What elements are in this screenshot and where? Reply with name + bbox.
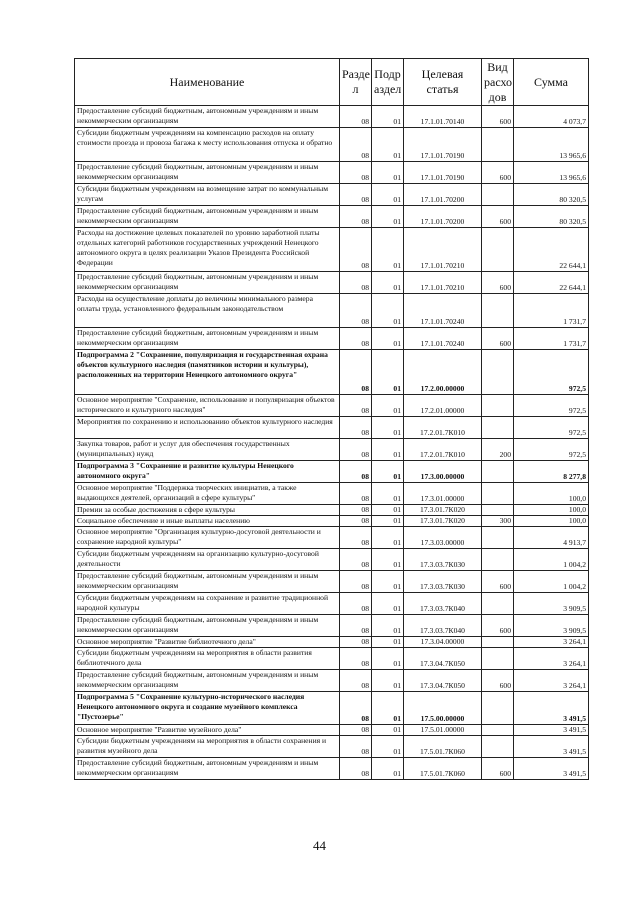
cell-subsection: 01 [372,162,404,184]
cell-subsection: 01 [372,350,404,395]
table-row [75,439,589,461]
cell-sum: 3 491,5 [514,758,589,780]
cell-target: 17.1.01.70210 [404,228,482,272]
cell-expense-type [482,294,514,328]
cell-name: Подпрограмма 3 "Сохранение и развитие культуры Ненецкого автономного округа" [75,461,340,483]
cell-section: 08 [340,692,372,725]
table-row [75,483,589,505]
cell-sum: 3 491,5 [514,692,589,725]
cell-target: 17.5.01.7К060 [404,736,482,758]
cell-section: 08 [340,615,372,637]
cell-subsection: 01 [372,758,404,780]
cell-name: Предоставление субсидий бюджетным, автономным учреждениям и иным некоммерческим организациям [75,162,340,184]
header-target: Целевая статья [404,59,482,106]
cell-expense-type [482,395,514,417]
cell-expense-type [482,549,514,571]
cell-name: Предоставление субсидий бюджетным, автономным учреждениям и иным некоммерческим организациям [75,328,340,350]
cell-subsection: 01 [372,549,404,571]
table-row [75,637,589,648]
cell-sum: 3 264,1 [514,637,589,648]
cell-target: 17.1.01.70210 [404,272,482,294]
cell-name: Предоставление субсидий бюджетным, автономным учреждениям и иным некоммерческим организациям [75,758,340,780]
cell-sum: 22 644,1 [514,272,589,294]
cell-subsection: 01 [372,725,404,736]
table-row [75,725,589,736]
cell-section: 08 [340,593,372,615]
cell-expense-type: 600 [482,670,514,692]
cell-section: 08 [340,461,372,483]
cell-section: 08 [340,272,372,294]
cell-sum: 972,5 [514,417,589,439]
cell-section: 08 [340,725,372,736]
cell-name: Предоставление субсидий бюджетным, автономным учреждениям и иным некоммерческим организациям [75,670,340,692]
cell-target: 17.1.01.70140 [404,106,482,128]
cell-sum: 8 277,8 [514,461,589,483]
header-expense-type: Вид расхо дов [482,59,514,106]
cell-expense-type: 600 [482,615,514,637]
cell-name: Подпрограмма 2 "Сохранение, популяризация и государственная охрана объектов культурного наследия (памятников истории и культуры), расположенных на территории Ненецкого автономного округа" [75,350,340,395]
cell-expense-type: 600 [482,571,514,593]
cell-expense-type: 600 [482,758,514,780]
cell-name: Социальное обеспечение и иные выплаты населению [75,516,340,527]
cell-target: 17.5.00.00000 [404,692,482,725]
cell-section: 08 [340,417,372,439]
cell-name: Мероприятия по сохранению и использованию объектов культурного наследия [75,417,340,439]
cell-sum: 22 644,1 [514,228,589,272]
table-row [75,736,589,758]
table-row [75,294,589,328]
table-row [75,692,589,725]
cell-name: Основное мероприятие "Развитие библиотечного дела" [75,637,340,648]
cell-sum: 972,5 [514,439,589,461]
cell-section: 08 [340,350,372,395]
cell-subsection: 01 [372,228,404,272]
cell-name: Субсидии бюджетным учреждениям на возмещение затрат по коммунальным услугам [75,184,340,206]
header-name: Наименование [75,59,340,106]
cell-sum: 4 073,7 [514,106,589,128]
table-row [75,328,589,350]
cell-name: Предоставление субсидий бюджетным, автономным учреждениям и иным некоммерческим организациям [75,272,340,294]
cell-name: Расходы на осуществление доплаты до величины минимального размера оплаты труда, установленного федеральным законодательством [75,294,340,328]
page-number: 44 [313,838,326,853]
cell-target: 17.3.03.7К030 [404,571,482,593]
cell-expense-type [482,128,514,162]
cell-section: 08 [340,758,372,780]
cell-sum: 3 491,5 [514,725,589,736]
cell-subsection: 01 [372,736,404,758]
cell-target: 17.3.01.7К020 [404,505,482,516]
cell-expense-type [482,736,514,758]
table-row [75,162,589,184]
cell-sum: 80 320,5 [514,206,589,228]
cell-name: Основное мероприятие "Сохранение, использование и популяризация объектов исторического и культурного наследия" [75,395,340,417]
cell-target: 17.3.01.7К020 [404,516,482,527]
table-row [75,571,589,593]
cell-target: 17.1.01.70200 [404,206,482,228]
table-row [75,128,589,162]
table-row [75,758,589,780]
cell-section: 08 [340,483,372,505]
cell-subsection: 01 [372,106,404,128]
cell-sum: 100,0 [514,505,589,516]
cell-expense-type [482,350,514,395]
cell-sum: 3 264,1 [514,648,589,670]
cell-target: 17.2.01.00000 [404,395,482,417]
cell-name: Предоставление субсидий бюджетным, автономным учреждениям и иным некоммерческим организациям [75,106,340,128]
cell-expense-type: 600 [482,106,514,128]
cell-name: Основное мероприятие "Организация культурно-досуговой деятельности и сохранение народной культуры" [75,527,340,549]
cell-sum: 3 909,5 [514,615,589,637]
cell-section: 08 [340,106,372,128]
cell-target: 17.3.01.00000 [404,483,482,505]
cell-section: 08 [340,516,372,527]
cell-expense-type [482,648,514,670]
cell-section: 08 [340,527,372,549]
cell-expense-type [482,228,514,272]
cell-expense-type [482,417,514,439]
cell-sum: 972,5 [514,350,589,395]
cell-section: 08 [340,648,372,670]
cell-expense-type [482,505,514,516]
cell-sum: 1 731,7 [514,294,589,328]
cell-target: 17.3.03.00000 [404,527,482,549]
cell-subsection: 01 [372,648,404,670]
cell-target: 17.2.01.7К010 [404,439,482,461]
table-row [75,106,589,128]
table-row [75,272,589,294]
cell-expense-type [482,483,514,505]
cell-expense-type [482,184,514,206]
cell-expense-type: 200 [482,439,514,461]
cell-subsection: 01 [372,527,404,549]
header-section: Разде л [340,59,372,106]
cell-sum: 80 320,5 [514,184,589,206]
table-row [75,461,589,483]
cell-target: 17.5.01.7К060 [404,758,482,780]
cell-subsection: 01 [372,692,404,725]
cell-target: 17.3.03.7К030 [404,549,482,571]
cell-target: 17.1.01.70240 [404,294,482,328]
cell-section: 08 [340,736,372,758]
cell-subsection: 01 [372,516,404,527]
cell-name: Субсидии бюджетным учреждениям на сохранение и развитие традиционной народной культуры [75,593,340,615]
cell-name: Предоставление субсидий бюджетным, автономным учреждениям и иным некоммерческим организациям [75,206,340,228]
cell-subsection: 01 [372,593,404,615]
cell-subsection: 01 [372,637,404,648]
table-row [75,670,589,692]
cell-name: Закупка товаров, работ и услуг для обеспечения государственных (муниципальных) нужд [75,439,340,461]
cell-section: 08 [340,670,372,692]
cell-section: 08 [340,294,372,328]
table-row [75,228,589,272]
cell-subsection: 01 [372,505,404,516]
cell-target: 17.3.04.7К050 [404,648,482,670]
table-body [75,106,589,780]
cell-name: Основное мероприятие "Развитие музейного дела" [75,725,340,736]
cell-section: 08 [340,228,372,272]
cell-name: Предоставление субсидий бюджетным, автономным учреждениям и иным некоммерческим организациям [75,615,340,637]
cell-expense-type: 600 [482,162,514,184]
cell-target: 17.2.00.00000 [404,350,482,395]
cell-subsection: 01 [372,615,404,637]
cell-target: 17.3.04.00000 [404,637,482,648]
cell-section: 08 [340,128,372,162]
cell-expense-type [482,725,514,736]
cell-subsection: 01 [372,128,404,162]
cell-subsection: 01 [372,206,404,228]
cell-section: 08 [340,395,372,417]
table-header-row [75,59,589,106]
cell-sum: 100,0 [514,516,589,527]
cell-target: 17.2.01.7К010 [404,417,482,439]
cell-expense-type: 300 [482,516,514,527]
cell-expense-type [482,692,514,725]
cell-sum: 13 965,6 [514,128,589,162]
cell-target: 17.1.01.70240 [404,328,482,350]
table-row [75,505,589,516]
cell-subsection: 01 [372,417,404,439]
header-subsection: Подр аздел [372,59,404,106]
cell-target: 17.5.01.00000 [404,725,482,736]
cell-section: 08 [340,184,372,206]
cell-section: 08 [340,549,372,571]
cell-section: 08 [340,505,372,516]
cell-expense-type: 600 [482,272,514,294]
cell-target: 17.1.01.70190 [404,128,482,162]
cell-name: Субсидии бюджетным учреждениям на мероприятия в области сохранения и развития музейного дела [75,736,340,758]
cell-name: Субсидии бюджетным учреждениям на компенсацию расходов на оплату стоимости проезда и провоза багажа к месту использования отпуска и обратно [75,128,340,162]
cell-name: Расходы на достижение целевых показателей по уровню заработной платы отдельных категорий работников государственных учреждений Ненецкого автономного округа в целях реализации Указов Президента Российской Федерации [75,228,340,272]
cell-subsection: 01 [372,395,404,417]
table-row [75,350,589,395]
header-sum: Сумма [514,59,589,106]
cell-subsection: 01 [372,439,404,461]
cell-target: 17.3.03.7К040 [404,593,482,615]
cell-subsection: 01 [372,294,404,328]
cell-sum: 100,0 [514,483,589,505]
cell-sum: 972,5 [514,395,589,417]
cell-sum: 13 965,6 [514,162,589,184]
table-row [75,648,589,670]
cell-expense-type [482,593,514,615]
cell-section: 08 [340,439,372,461]
table-row [75,593,589,615]
cell-subsection: 01 [372,328,404,350]
cell-sum: 3 491,5 [514,736,589,758]
table-row [75,184,589,206]
cell-subsection: 01 [372,483,404,505]
cell-expense-type [482,637,514,648]
cell-section: 08 [340,206,372,228]
cell-sum: 1 731,7 [514,328,589,350]
cell-name: Основное мероприятие "Поддержка творческих инициатив, а также выдающихся деятелей, организаций в сфере культуры" [75,483,340,505]
cell-subsection: 01 [372,184,404,206]
cell-name: Подпрограмма 5 "Сохранение культурно-исторического наследия Ненецкого автономного округа и создание музейного комплекса "Пустозерье" [75,692,340,725]
cell-target: 17.1.01.70200 [404,184,482,206]
table-row [75,395,589,417]
cell-sum: 3 264,1 [514,670,589,692]
cell-section: 08 [340,571,372,593]
cell-expense-type: 600 [482,328,514,350]
cell-subsection: 01 [372,670,404,692]
table-row [75,549,589,571]
cell-name: Субсидии бюджетным учреждениям на мероприятия в области развития библиотечного дела [75,648,340,670]
cell-subsection: 01 [372,571,404,593]
cell-target: 17.3.00.00000 [404,461,482,483]
cell-section: 08 [340,162,372,184]
cell-subsection: 01 [372,461,404,483]
cell-sum: 1 004,2 [514,571,589,593]
cell-target: 17.1.01.70190 [404,162,482,184]
table-row [75,516,589,527]
cell-subsection: 01 [372,272,404,294]
cell-section: 08 [340,637,372,648]
cell-name: Премии за особые достижения в сфере культуры [75,505,340,516]
table-row [75,206,589,228]
cell-sum: 1 004,2 [514,549,589,571]
cell-section: 08 [340,328,372,350]
table-row [75,527,589,549]
cell-name: Предоставление субсидий бюджетным, автономным учреждениям и иным некоммерческим организациям [75,571,340,593]
cell-sum: 3 909,5 [514,593,589,615]
budget-table [74,58,589,780]
cell-target: 17.3.04.7К050 [404,670,482,692]
cell-sum: 4 913,7 [514,527,589,549]
cell-name: Субсидии бюджетным учреждениям на организацию культурно-досуговой деятельности [75,549,340,571]
cell-expense-type: 600 [482,206,514,228]
cell-expense-type [482,461,514,483]
table-row [75,417,589,439]
cell-expense-type [482,527,514,549]
table-row [75,615,589,637]
cell-target: 17.3.03.7К040 [404,615,482,637]
